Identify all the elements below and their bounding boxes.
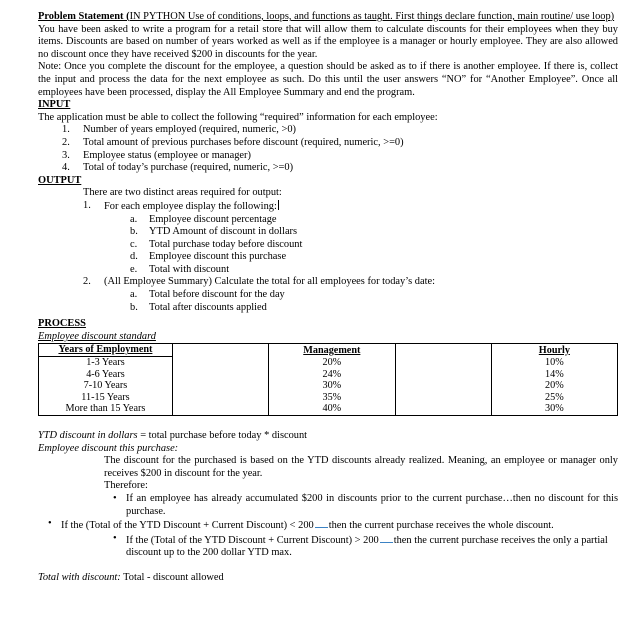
- ytd-discount-formula: = total purchase before today * discount: [137, 430, 308, 441]
- output-sub-list-2: [130, 289, 618, 314]
- header-years: Years of Employment: [39, 344, 173, 357]
- process-heading: PROCESS: [38, 318, 86, 330]
- table-row: [39, 357, 618, 369]
- list-item-number: 1.: [62, 124, 70, 136]
- cell-spacer: [395, 380, 491, 392]
- input-list: [62, 124, 618, 174]
- list-item-text: Employee status (employee or manager): [83, 149, 251, 161]
- bullet-3-text-a: If the (Total of the YTD Discount + Current Discount) > 200: [126, 534, 379, 546]
- employee-discount-label: Employee discount this purchase:: [38, 442, 179, 454]
- discount-table-caption: Employee discount standard: [38, 330, 156, 342]
- output-item-1-text: For each employee display the following:: [104, 200, 277, 212]
- cell-hourly: 10%: [491, 357, 617, 369]
- header-spacer: [395, 344, 491, 357]
- cell-spacer: [172, 357, 268, 369]
- cell-management: 20%: [268, 357, 395, 369]
- bullet-1-text: If an employee has already accumulated $200 in discounts prior to the current purchase…then no discount for this purchase.: [126, 492, 618, 517]
- list-item-number: d.: [130, 251, 138, 263]
- output-sub-list-1: [130, 213, 618, 277]
- list-item-text: Number of years employed (required, numeric, >0): [83, 124, 297, 136]
- cell-spacer: [172, 369, 268, 381]
- problem-paragraph-1: You have been asked to write a program for a retail store that will allow them to calculate discounts for their employees when they buy items. Discounts are based on number of years worked as well as if the employee is a manager or hourly employee. They are also allowed no discount once they have received $200 in discounts for the year.: [38, 23, 618, 60]
- list-item-number: b.: [130, 226, 138, 238]
- cell-management: 30%: [268, 380, 395, 392]
- output-item-1-num: 1.: [83, 199, 91, 211]
- cell-spacer: [395, 357, 491, 369]
- list-item: [130, 226, 618, 239]
- cell-hourly: 30%: [491, 403, 617, 415]
- therefore-label: Therefore:: [104, 480, 148, 492]
- list-item: [130, 263, 618, 277]
- list-item-number: 2.: [62, 136, 70, 148]
- table-row: [39, 403, 618, 415]
- list-item-text: Employee discount this purchase: [149, 251, 287, 263]
- cell-hourly: 20%: [491, 380, 617, 392]
- cell-spacer: [172, 392, 268, 404]
- cell-management: 35%: [268, 392, 395, 404]
- list-item: [130, 301, 618, 315]
- discount-table: [38, 343, 618, 416]
- list-item: [62, 149, 618, 163]
- output-item-2: [83, 276, 618, 289]
- bullet-icon: •: [48, 518, 52, 530]
- list-item-text: Employee discount percentage: [149, 213, 277, 225]
- list-item-text: YTD Amount of discount in dollars: [149, 226, 298, 238]
- list-item-text: Total after discounts applied: [149, 301, 267, 313]
- list-item: [130, 238, 618, 252]
- bullet-item-1: [113, 492, 618, 518]
- document: [38, 11, 618, 585]
- list-item-text: Total before discount for the day: [149, 289, 285, 301]
- cell-management: 40%: [268, 403, 395, 415]
- cell-spacer: [395, 403, 491, 415]
- list-item-number: 4.: [62, 162, 70, 174]
- table-row: [39, 380, 618, 392]
- list-item: [130, 251, 618, 264]
- cell-years: 4-6 Years: [39, 369, 173, 381]
- bullet-2-text-a: If the (Total of the YTD Discount + Current Discount) < 200: [61, 520, 314, 532]
- bullet-icon: •: [113, 492, 117, 504]
- list-item-number: 3.: [62, 149, 70, 161]
- total-with-discount-line: [38, 572, 618, 585]
- cell-years: More than 15 Years: [39, 403, 173, 415]
- list-item-number: b.: [130, 301, 138, 313]
- text-cursor: [278, 200, 279, 210]
- list-item: [130, 213, 618, 227]
- bullet-2-text-b: then the current purchase receives the whole discount.: [328, 520, 554, 532]
- bullet-icon: •: [113, 532, 117, 544]
- list-item-number: c.: [130, 238, 138, 250]
- total-with-discount-formula: Total - discount allowed: [120, 571, 224, 583]
- cell-spacer: [172, 403, 268, 415]
- cell-years: 1-3 Years: [39, 357, 173, 369]
- list-item-number: a.: [130, 289, 138, 301]
- list-item-text: Total amount of previous purchases before discount (required, numeric, >=0): [83, 136, 404, 148]
- problem-heading: Problem Statement (: [38, 11, 130, 22]
- cell-hourly: 25%: [491, 392, 617, 404]
- list-item-number: e.: [130, 263, 138, 275]
- output-intro: There are two distinct areas required for output:: [83, 187, 282, 199]
- discount-table-header: [39, 344, 618, 357]
- list-item: [62, 124, 618, 137]
- output-item-1: [83, 199, 618, 214]
- table-row: [39, 369, 618, 381]
- cell-management: 24%: [268, 369, 395, 381]
- cell-spacer: [395, 369, 491, 381]
- total-with-discount-label: Total with discount:: [38, 571, 121, 583]
- header-spacer: [172, 344, 268, 357]
- list-item: [62, 162, 618, 175]
- header-hourly: Hourly: [491, 344, 617, 357]
- cell-hourly: 14%: [491, 369, 617, 381]
- output-item-2-text: (All Employee Summary) Calculate the total for all employees for today’s date:: [104, 276, 435, 288]
- cell-spacer: [395, 392, 491, 404]
- problem-paragraph-2: Note: Once you complete the discount for the employee, a question should be asked as to if there is another employee. If there is, collect the input and process the data for the next employee as such. Do this until the user answers “NO” for “Another Employee”. Once all employees have been processed, display the All Employee Summary and end the program.: [38, 61, 618, 98]
- ytd-discount-line: [38, 430, 618, 443]
- output-heading: OUTPUT: [38, 174, 82, 186]
- header-management: Management: [268, 344, 395, 357]
- list-item: [130, 289, 618, 302]
- ytd-discount-label: YTD discount in dollars: [38, 430, 138, 441]
- problem-heading-rest: IN PYTHON Use of conditions, loops, and functions as taught. First things declare function, main routine/ use loop): [129, 11, 615, 22]
- list-item-text: Total with discount: [149, 263, 230, 275]
- list-item-text: Total of today’s purchase (required, numeric, >=0): [83, 162, 294, 174]
- input-heading: INPUT: [38, 99, 71, 111]
- problem-statement: [38, 11, 618, 24]
- bullet-3-text-b: then the current purchase receives the only a partial discount up to the 200 dollar YTD max.: [126, 534, 608, 559]
- cell-years: 11-15 Years: [39, 392, 173, 404]
- list-item-text: Total purchase today before discount: [149, 238, 303, 250]
- employee-discount-para: The discount for the purchased is based on the YTD discounts already realized. Meaning, an employee or manager only receives $200 in discount for the year.: [104, 455, 618, 479]
- list-item-number: a.: [130, 213, 138, 225]
- cell-spacer: [172, 380, 268, 392]
- table-row: [39, 392, 618, 404]
- list-item: [62, 136, 618, 150]
- bullet-item-2: [48, 518, 618, 533]
- bullet-item-3: [113, 532, 618, 560]
- answer-blank[interactable]: [315, 518, 328, 528]
- answer-blank[interactable]: [380, 533, 393, 543]
- output-item-2-num: 2.: [83, 276, 91, 288]
- cell-years: 7-10 Years: [39, 380, 173, 392]
- input-intro: The application must be able to collect the following “required” information for each employee:: [38, 111, 438, 123]
